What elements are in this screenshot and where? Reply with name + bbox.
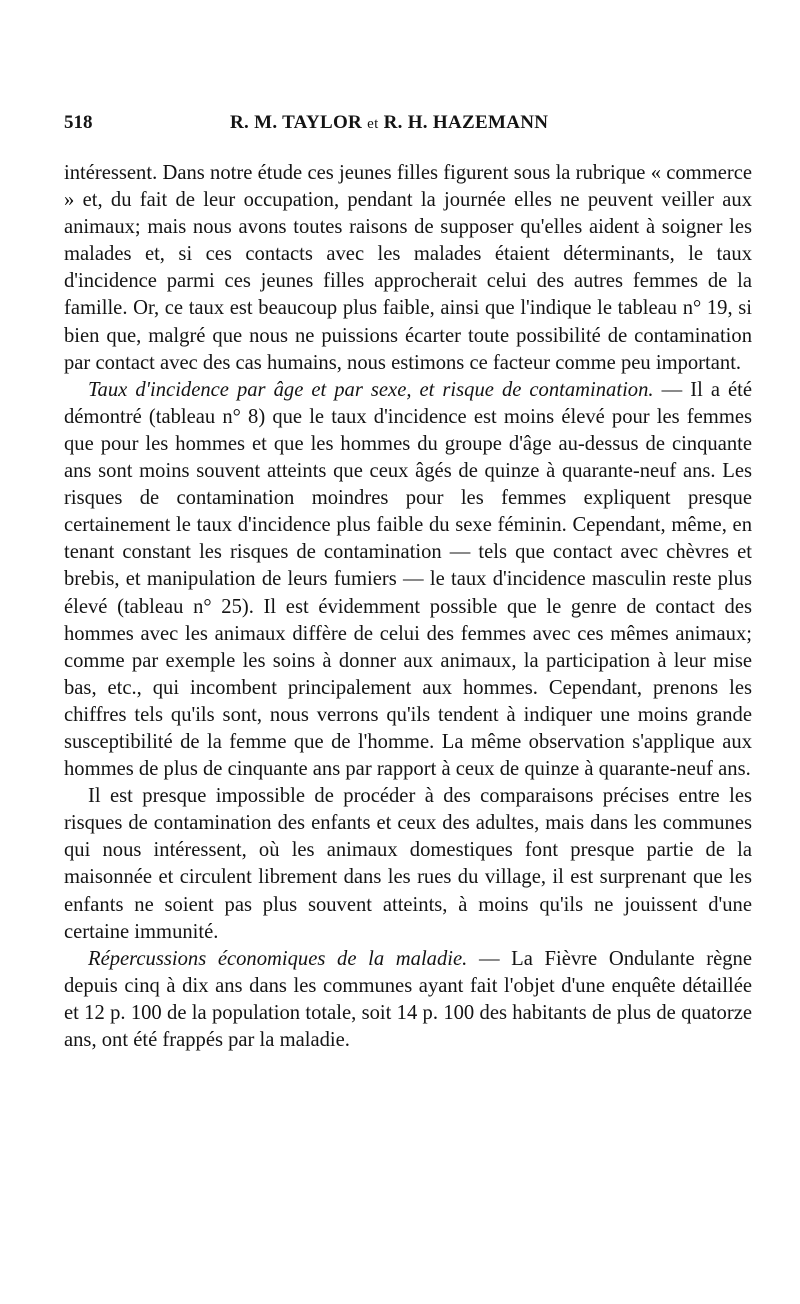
author-names-first: R. M. TAYLOR — [230, 112, 363, 133]
author-conjunction: et — [367, 116, 379, 132]
section-heading-incidence: Taux d'incidence par âge et par sexe, et risque de contamination. — [88, 378, 654, 401]
section-heading-economic: Répercussions économiques de la maladie. — [88, 947, 468, 970]
paragraph-text: — La Fièvre Ondulante règne depuis cinq à dix ans dans les communes ayant fait l'objet d'une enquête détaillée et 12 p. 100 de la population totale, soit 14 p. 100 des habitants de plus de quatorze ans, ont été frappés par la maladie. — [64, 947, 752, 1051]
paragraph-incidence — [64, 377, 752, 783]
paragraph-continuation — [64, 160, 752, 377]
running-header — [64, 112, 752, 142]
paragraph-children — [64, 783, 752, 946]
paragraph-economic — [64, 946, 752, 1054]
paragraph-text: intéressent. Dans notre étude ces jeunes filles figurent sous la rubrique « commerce » et, du fait de leur occupation, pendant la journée elles ne peuvent veiller aux animaux; mais nous avons toutes raisons de supposer qu'elles aident à soigner les malades et, si ces contacts avec les malades étaient déterminants, le taux d'incidence parmi ces jeunes filles approcherait celui des autres femmes de la famille. Or, ce taux est beaucoup plus faible, ainsi que l'indique le tableau n° 19, si bien que, malgré que nous ne puissions écarter toute possibilité de contamination par contact avec des cas humains, nous estimons ce facteur comme peu important. — [64, 162, 752, 374]
page-number: 518 — [64, 112, 93, 133]
document-page — [64, 112, 752, 1054]
running-title — [230, 112, 548, 134]
author-names-second: R. H. HAZEMANN — [383, 112, 549, 133]
paragraph-text: Il est presque impossible de procéder à des comparaisons précises entre les risques de contamination des enfants et ceux des adultes, mais dans les communes qui nous intéressent, où les animaux domestiques font presque partie de la maisonnée et circulent librement dans les rues du village, il est surprenant que les enfants ne soient pas plus souvent atteints, à moins qu'ils ne jouissent d'une certaine immunité. — [64, 785, 752, 943]
paragraph-text: — Il a été démontré (tableau n° 8) que le taux d'incidence est moins élevé pour les femmes que pour les hommes et que les hommes du groupe d'âge au-dessus de cinquante ans sont moins souvent atteints que ceux âgés de quinze à quarante-neuf ans. Les risques de contamination moindres pour les femmes expliquent presque certainement le taux d'incidence plus faible du sexe féminin. Cependant, même, en tenant constant les risques de contamination — tels que contact avec chèvres et brebis, et manipulation de leurs fumiers — le taux d'incidence masculin reste plus élevé (tableau n° 25). Il est évidemment possible que le genre de contact des hommes avec les animaux diffère de celui des femmes avec ces mêmes animaux; comme par exemple les soins à donner aux animaux, la participation à leur mise bas, etc., qui incombent principalement aux hommes. Cependant, prenons les chiffres tels qu'ils sont, nous verrons qu'ils tendent à indiquer une moins grande susceptibilité de la femme que de l'homme. La même observation s'applique aux hommes de plus de cinquante ans par rapport à ceux de quinze à quarante-neuf ans. — [64, 378, 753, 781]
body-text — [64, 160, 752, 1054]
